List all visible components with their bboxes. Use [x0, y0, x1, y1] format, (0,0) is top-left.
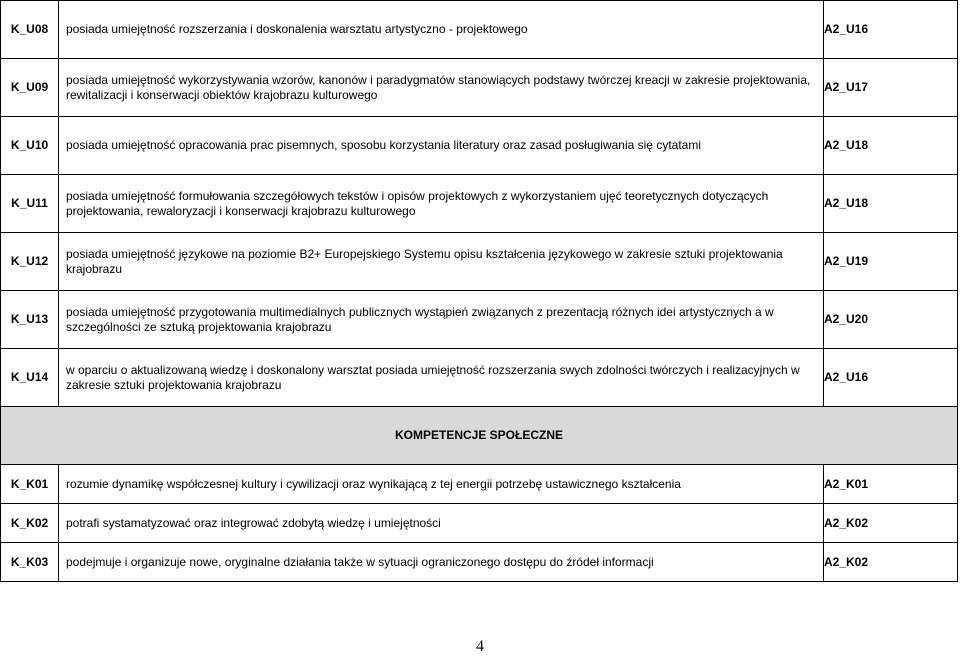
section-header-row: [1, 407, 958, 465]
table-row: [1, 504, 958, 543]
table-row: [1, 59, 958, 117]
outcome-description: posiada umiejętność formułowania szczegółowych tekstów i opisów projektowych z wykorzystaniem ujęć teoretycznych dotyczących projektowania, rewaloryzacji i konserwacji krajobrazu kulturowego: [59, 175, 824, 233]
outcome-code: K_K02: [1, 504, 59, 543]
outcome-code: K_U13: [1, 291, 59, 349]
outcome-code: K_K01: [1, 465, 59, 504]
table-row: [1, 291, 958, 349]
outcome-reference: A2_U19: [824, 233, 958, 291]
page-number: 4: [476, 638, 484, 655]
table-row: [1, 349, 958, 407]
outcome-reference: A2_U16: [824, 349, 958, 407]
table-row: [1, 117, 958, 175]
outcome-description: podejmuje i organizuje nowe, oryginalne działania także w sytuacji ograniczonego dostępu do źródeł informacji: [59, 543, 824, 582]
outcome-code: K_U08: [1, 1, 59, 59]
outcome-reference: A2_U18: [824, 117, 958, 175]
outcome-reference: A2_U16: [824, 1, 958, 59]
outcome-description: w oparciu o aktualizowaną wiedzę i doskonalony warsztat posiada umiejętność rozszerzania swych zdolności twórczych i realizacyjnych w zakresie sztuki projektowania krajobrazu: [59, 349, 824, 407]
outcome-description: rozumie dynamikę współczesnej kultury i cywilizacji oraz wynikającą z tej energii potrzebę ustawicznego kształcenia: [59, 465, 824, 504]
table-row: [1, 465, 958, 504]
outcome-reference: A2_K02: [824, 543, 958, 582]
table-row: [1, 543, 958, 582]
outcome-code: K_U10: [1, 117, 59, 175]
outcome-reference: A2_U18: [824, 175, 958, 233]
outcome-code: K_U09: [1, 59, 59, 117]
outcome-description: posiada umiejętność rozszerzania i doskonalenia warsztatu artystyczno - projektowego: [59, 1, 824, 59]
outcome-code: K_U14: [1, 349, 59, 407]
outcome-reference: A2_U17: [824, 59, 958, 117]
outcome-reference: A2_K01: [824, 465, 958, 504]
table-row: [1, 233, 958, 291]
outcome-description: potrafi systamatyzować oraz integrować zdobytą wiedzę i umiejętności: [59, 504, 824, 543]
outcome-description: posiada umiejętność opracowania prac pisemnych, sposobu korzystania literatury oraz zasad posługiwania się cytatami: [59, 117, 824, 175]
outcome-code: K_U11: [1, 175, 59, 233]
outcome-reference: A2_K02: [824, 504, 958, 543]
outcome-reference: A2_U20: [824, 291, 958, 349]
section-title: KOMPETENCJE SPOŁECZNE: [1, 407, 958, 465]
table-row: [1, 1, 958, 59]
outcome-code: K_K03: [1, 543, 59, 582]
outcome-code: K_U12: [1, 233, 59, 291]
outcome-description: posiada umiejętność wykorzystywania wzorów, kanonów i paradygmatów stanowiących podstawy twórczej kreacji w zakresie projektowania, rewitalizacji i konserwacji obiektów krajobrazu kulturowego: [59, 59, 824, 117]
outcome-description: posiada umiejętność językowe na poziomie B2+ Europejskiego Systemu opisu kształcenia językowego w zakresie sztuki projektowania krajobrazu: [59, 233, 824, 291]
outcome-description: posiada umiejętność przygotowania multimedialnych publicznych wystąpień związanych z prezentacją różnych idei artystycznych a w szczególności ze sztuką projektowania krajobrazu: [59, 291, 824, 349]
table-row: [1, 175, 958, 233]
